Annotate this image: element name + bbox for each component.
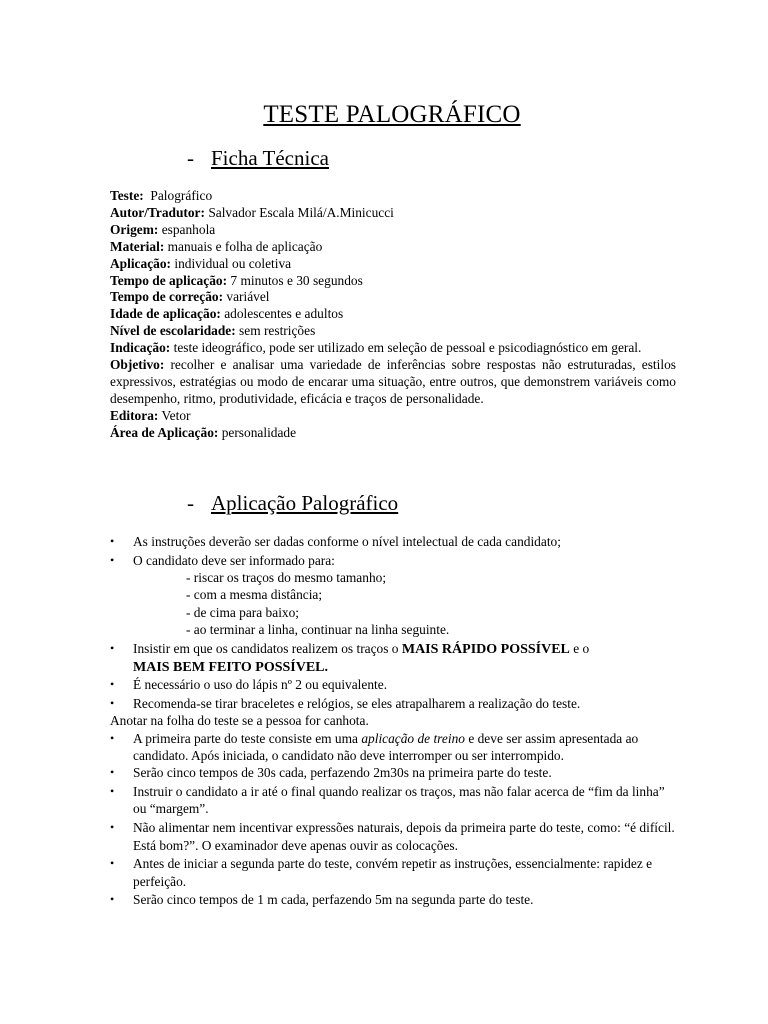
ficha-value: sem restrições (235, 323, 316, 339)
ficha-label: Material: (110, 238, 165, 254)
sub-item: - com a mesma distância; (186, 587, 323, 603)
section-heading-ficha-tecnica (187, 146, 329, 171)
ficha-row (110, 273, 676, 290)
ficha-row (110, 239, 676, 256)
ficha-label: Teste: (110, 188, 144, 203)
ficha-label: Aplicação: (110, 255, 171, 271)
emphasis-text: MAIS BEM FEITO POSSÍVEL. (133, 660, 329, 676)
ficha-label: Objetivo: (110, 357, 165, 373)
list-item (110, 676, 676, 693)
list-item (110, 783, 676, 818)
application-list (110, 533, 676, 909)
ficha-row (110, 357, 676, 408)
ficha-value: adolescentes e adultos (220, 306, 344, 322)
bullet-icon: • (110, 765, 115, 780)
bullet-icon: • (110, 820, 115, 835)
bullet-icon: • (110, 892, 115, 907)
list-item-text: É necessário o uso do lápis nº 2 ou equivalente. (133, 677, 388, 693)
ficha-value: 7 minutos e 30 segundos (227, 272, 363, 288)
technical-sheet (110, 188, 676, 442)
ficha-label: Idade de aplicação: (110, 306, 221, 322)
list-item (110, 819, 676, 854)
list-item (110, 855, 676, 890)
list-item (110, 552, 676, 569)
ficha-row (110, 256, 676, 273)
list-item-text: Antes de iniciar a segunda parte do teste, convém repetir as instruções, essencialmente: rapidez e perfeição. (133, 856, 653, 889)
list-item (110, 533, 676, 550)
ficha-row (110, 323, 676, 340)
sub-item: - riscar os traços do mesmo tamanho; (186, 570, 387, 586)
bullet-icon: • (110, 677, 115, 692)
list-item (110, 891, 676, 908)
ficha-label: Tempo de correção: (110, 289, 224, 305)
bullet-icon: • (110, 640, 115, 655)
list-item-text: Não alimentar nem incentivar expressões naturais, depois da primeira parte do teste, como: “é difícil. Está bom?”. O examinador deve apenas ouvir as colocações. (133, 820, 675, 853)
list-item-text: As instruções deverão ser dadas conforme o nível intelectual de cada candidato; (133, 534, 561, 549)
ficha-label: Nível de escolaridade: (110, 323, 236, 339)
list-item-text: Serão cinco tempos de 30s cada, perfazendo 2m30s na primeira parte do teste. (133, 765, 552, 781)
ficha-value: personalidade (218, 424, 297, 440)
emphasis-text: MAIS RÁPIDO POSSÍVEL (401, 641, 570, 657)
ficha-value: variável (223, 289, 270, 305)
list-item-text: Instruir o candidato a ir até o final quando realizar os traços, mas não falar acerca de “fim da linha” ou “margem”. (133, 784, 665, 817)
sub-item: - de cima para baixo; (186, 604, 300, 620)
note-text: Anotar na folha do teste se a pessoa for canhota. (110, 713, 369, 729)
ficha-value: recolher e analisar uma variedade de inferências sobre respostas não estruturadas, estilos expressivos, estratégias ou modo de encarar uma situação, entre outros, que demonstrem variáveis como desempenho, ritmo, produtividade, eficácia e traços de personalidade. (110, 357, 676, 406)
ficha-row (110, 306, 676, 323)
list-item (110, 695, 676, 712)
list-item-text: e o (569, 640, 590, 656)
list-item-text: O candidato deve ser informado para: (133, 552, 335, 568)
ficha-row (110, 340, 676, 357)
ficha-label: Editora: (110, 407, 159, 423)
list-item-text: A primeira parte do teste consiste em uma (133, 730, 362, 746)
emphasis-text: aplicação de treino (361, 730, 465, 746)
heading-dash: - (187, 491, 194, 515)
ficha-value: individual ou coletiva (171, 255, 292, 271)
bullet-icon: • (110, 784, 115, 799)
bullet-icon: • (110, 534, 115, 548)
ficha-label: Área de Aplicação: (110, 424, 219, 440)
section-heading-aplicacao (187, 491, 398, 516)
ficha-label: Autor/Tradutor: (110, 204, 205, 220)
ficha-row (110, 222, 676, 239)
document-title: TESTE PALOGRÁFICO (263, 101, 521, 128)
ficha-row (110, 188, 676, 205)
bullet-icon: • (110, 856, 115, 871)
bullet-icon: • (110, 696, 115, 711)
ficha-value: espanhola (158, 221, 216, 237)
ficha-value: teste ideográfico, pode ser utilizado em seleção de pessoal e psicodiagnóstico em geral. (170, 340, 642, 356)
ficha-value: Palográfico (143, 188, 213, 203)
list-item (110, 640, 676, 677)
ficha-row (110, 205, 676, 222)
ficha-value: manuais e folha de aplicação (164, 238, 323, 254)
list-item (110, 730, 676, 765)
list-item (110, 764, 676, 781)
ficha-row (110, 408, 676, 425)
sub-item: - ao terminar a linha, continuar na linha seguinte. (186, 621, 450, 637)
heading-dash: - (187, 146, 194, 170)
ficha-label: Tempo de aplicação: (110, 272, 228, 288)
ficha-row (110, 289, 676, 306)
list-item-text: Insistir em que os candidatos realizem os traços o (133, 640, 402, 656)
heading-text: Aplicação Palográfico (211, 491, 399, 515)
ficha-value: Vetor (158, 407, 191, 423)
bullet-icon: • (110, 552, 115, 567)
list-item-text: Recomenda-se tirar braceletes e relógios, se eles atrapalharem a realização do teste. (133, 696, 581, 712)
list-item-text: Serão cinco tempos de 1 m cada, perfazendo 5m na segunda parte do teste. (133, 892, 534, 908)
ficha-label: Indicação: (110, 340, 171, 356)
ficha-row (110, 425, 676, 442)
ficha-label: Origem: (110, 221, 159, 237)
list-item-text: e deve ser assim apresentada ao candidato. Após iniciada, o candidato não deve interromper ou ser interrompido. (133, 730, 639, 764)
bullet-icon: • (110, 730, 115, 745)
heading-text: Ficha Técnica (211, 146, 329, 170)
ficha-value: Salvador Escala Milá/A.Minicucci (204, 204, 394, 220)
